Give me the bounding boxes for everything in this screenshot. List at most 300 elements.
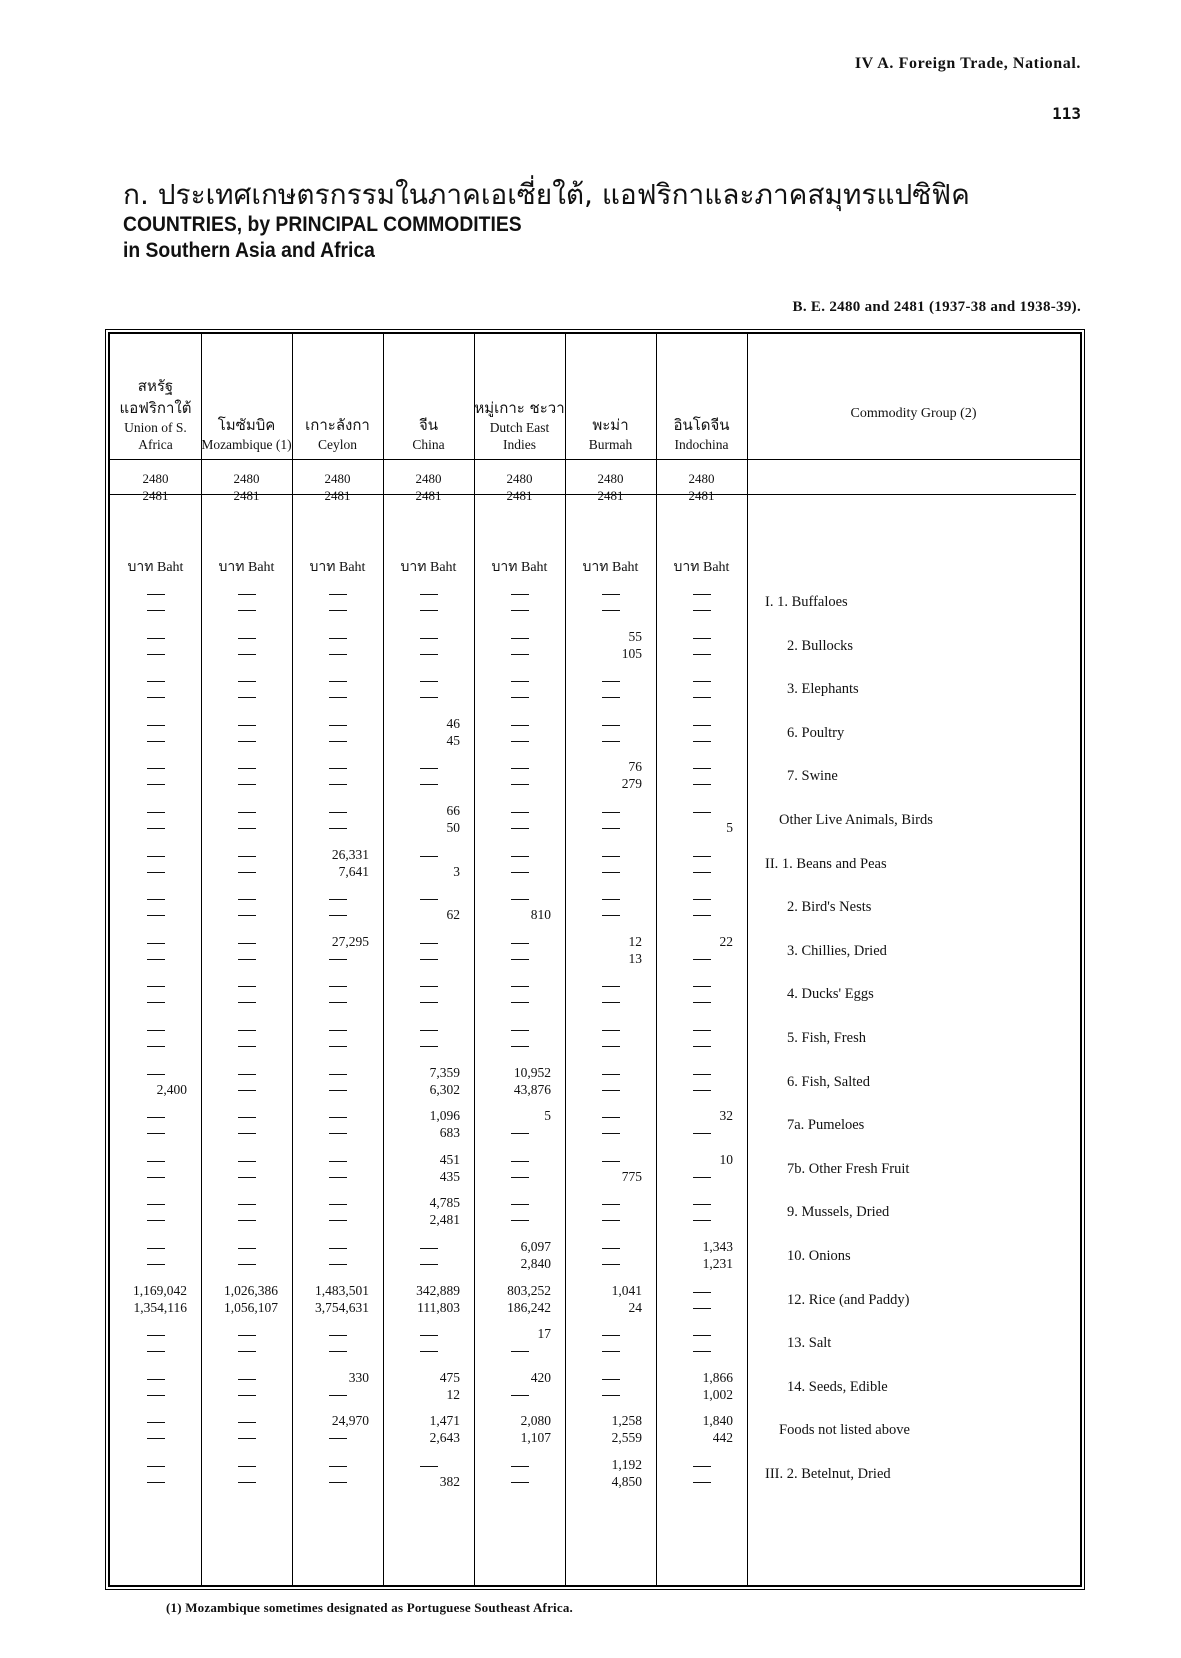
column-header bbox=[383, 334, 474, 459]
dash-mark bbox=[693, 986, 711, 987]
dash-mark bbox=[602, 856, 620, 857]
dash-mark bbox=[147, 1220, 165, 1221]
dash-mark bbox=[602, 610, 620, 611]
column-header-thai: สหรัฐ แอฟริกาใต้ bbox=[119, 377, 192, 417]
cell-value: 62 bbox=[446, 907, 460, 923]
commodity-label: Other Live Animals, Birds bbox=[779, 812, 933, 828]
table-cell bbox=[565, 1192, 656, 1232]
table-cell bbox=[201, 1149, 292, 1189]
dash-mark bbox=[602, 828, 620, 829]
column-header-english: Burmah bbox=[588, 437, 633, 452]
cell-value: 13 bbox=[628, 950, 642, 966]
table-cell bbox=[110, 1280, 201, 1320]
dash-mark bbox=[420, 959, 438, 960]
dash-mark bbox=[511, 741, 529, 742]
dash-mark bbox=[511, 943, 529, 944]
dash-mark bbox=[147, 610, 165, 611]
dash-mark bbox=[329, 681, 347, 682]
cell-value: 420 bbox=[530, 1369, 551, 1385]
cell-value: 451 bbox=[439, 1151, 460, 1167]
table-cell bbox=[110, 1105, 201, 1145]
table-cell bbox=[656, 1192, 747, 1232]
cell-value: 442 bbox=[712, 1430, 733, 1446]
column-years: 2480 2481 bbox=[415, 471, 442, 503]
dash-mark bbox=[511, 1351, 529, 1352]
table-cell bbox=[656, 887, 747, 927]
table-cell bbox=[383, 582, 474, 622]
title-block bbox=[123, 178, 970, 264]
commodity-label: 12. Rice (and Paddy) bbox=[787, 1291, 910, 1308]
dash-mark bbox=[329, 812, 347, 813]
table-cell bbox=[656, 1149, 747, 1189]
dash-mark bbox=[693, 812, 711, 813]
dash-mark bbox=[602, 812, 620, 813]
dash-mark bbox=[238, 915, 256, 916]
title-thai: ก. ประเทศเกษตรกรรมในภาคเอเซี่ยใต้, แอฟริกาและภาคสมุทรแปซิฟิค bbox=[123, 178, 970, 211]
table-cell bbox=[292, 1236, 383, 1276]
dash-mark bbox=[329, 1177, 347, 1178]
column-unit: บาท Baht bbox=[309, 560, 366, 575]
dash-mark bbox=[420, 610, 438, 611]
dash-mark bbox=[147, 768, 165, 769]
dash-mark bbox=[693, 594, 711, 595]
dash-mark bbox=[238, 1395, 256, 1396]
dash-mark bbox=[329, 899, 347, 900]
dash-mark bbox=[602, 1161, 620, 1162]
dash-mark bbox=[147, 1438, 165, 1439]
dash-mark bbox=[329, 741, 347, 742]
dash-mark bbox=[147, 1177, 165, 1178]
table-cell bbox=[110, 626, 201, 666]
dash-mark bbox=[329, 1002, 347, 1003]
cell-value: 43,876 bbox=[513, 1081, 551, 1097]
dash-mark bbox=[602, 1335, 620, 1336]
column-separator bbox=[747, 334, 748, 1585]
cell-value: 775 bbox=[621, 1168, 642, 1184]
dash-mark bbox=[147, 1161, 165, 1162]
column-unit: บาท Baht bbox=[491, 560, 548, 575]
table-cell bbox=[292, 582, 383, 622]
dash-mark bbox=[147, 1422, 165, 1423]
table-cell bbox=[383, 844, 474, 884]
cell-value: 279 bbox=[621, 776, 642, 792]
dash-mark bbox=[238, 1220, 256, 1221]
dash-mark bbox=[147, 1030, 165, 1031]
dash-mark bbox=[420, 1248, 438, 1249]
column-header bbox=[565, 334, 656, 459]
cell-value: 4,785 bbox=[429, 1195, 460, 1211]
table-cell bbox=[474, 931, 565, 971]
dash-mark bbox=[147, 654, 165, 655]
cell-value: 105 bbox=[621, 645, 642, 661]
dash-mark bbox=[238, 1074, 256, 1075]
dash-mark bbox=[420, 654, 438, 655]
table-cell bbox=[201, 1410, 292, 1450]
table-cell bbox=[383, 713, 474, 753]
dash-mark bbox=[693, 1220, 711, 1221]
dash-mark bbox=[147, 1248, 165, 1249]
cell-value: 2,840 bbox=[520, 1256, 551, 1271]
cell-value: 683 bbox=[439, 1125, 460, 1141]
cell-value: 32 bbox=[719, 1108, 733, 1124]
dash-mark bbox=[602, 594, 620, 595]
dash-mark bbox=[602, 1395, 620, 1396]
dash-mark bbox=[147, 1046, 165, 1047]
dash-mark bbox=[238, 986, 256, 987]
dash-mark bbox=[147, 1002, 165, 1003]
table-cell bbox=[565, 931, 656, 971]
table-cell bbox=[474, 887, 565, 927]
dash-mark bbox=[238, 856, 256, 857]
dash-mark bbox=[329, 1264, 347, 1265]
table-cell bbox=[565, 1062, 656, 1102]
dash-mark bbox=[147, 1351, 165, 1352]
dash-mark bbox=[147, 697, 165, 698]
cell-value: 24,970 bbox=[331, 1413, 369, 1429]
table-cell bbox=[110, 713, 201, 753]
cell-value: 5 bbox=[726, 820, 733, 835]
table-cell bbox=[292, 1323, 383, 1363]
dash-mark bbox=[147, 1204, 165, 1205]
dash-mark bbox=[602, 1002, 620, 1003]
dash-mark bbox=[147, 741, 165, 742]
commodity-label: 2. Bird's Nests bbox=[787, 899, 872, 916]
dash-mark bbox=[329, 986, 347, 987]
table-cell bbox=[565, 1454, 656, 1494]
table-cell bbox=[656, 1280, 747, 1320]
table-cell bbox=[292, 756, 383, 796]
dash-mark bbox=[147, 1482, 165, 1483]
dash-mark bbox=[511, 872, 529, 873]
dash-mark bbox=[693, 654, 711, 655]
column-unit: บาท Baht bbox=[127, 560, 184, 575]
dash-mark bbox=[420, 784, 438, 785]
commodity-group-header: Commodity Group (2) bbox=[850, 406, 977, 421]
commodity-label: II. 1. Beans and Peas bbox=[765, 855, 887, 872]
cell-value: 2,080 bbox=[520, 1413, 551, 1429]
cell-value: 12 bbox=[628, 933, 642, 949]
dash-mark bbox=[238, 899, 256, 900]
table-cell bbox=[656, 756, 747, 796]
dash-mark bbox=[147, 899, 165, 900]
table-cell bbox=[292, 1149, 383, 1189]
dash-mark bbox=[420, 856, 438, 857]
cell-value: 382 bbox=[439, 1474, 460, 1489]
table-cell bbox=[110, 1062, 201, 1102]
cell-value: 330 bbox=[348, 1369, 369, 1385]
column-unit: บาท Baht bbox=[673, 560, 730, 575]
table-cell bbox=[383, 1105, 474, 1145]
table-cell bbox=[292, 974, 383, 1014]
dash-mark bbox=[602, 697, 620, 698]
dash-mark bbox=[329, 1090, 347, 1091]
cell-value: 1,483,501 bbox=[315, 1282, 369, 1298]
dash-mark bbox=[420, 943, 438, 944]
table-cell bbox=[656, 713, 747, 753]
footnote: (1) Mozambique sometimes designated as Portuguese Southeast Africa. bbox=[166, 1600, 573, 1615]
table-cell bbox=[474, 1236, 565, 1276]
dash-mark bbox=[420, 899, 438, 900]
cell-value: 342,889 bbox=[416, 1282, 460, 1298]
dash-mark bbox=[147, 1335, 165, 1336]
dash-mark bbox=[147, 986, 165, 987]
dash-mark bbox=[329, 1161, 347, 1162]
table-cell bbox=[292, 1280, 383, 1320]
cell-value: 12 bbox=[446, 1386, 460, 1402]
table-cell bbox=[474, 1018, 565, 1058]
dash-mark bbox=[329, 1204, 347, 1205]
dash-mark bbox=[602, 1264, 620, 1265]
dash-mark bbox=[420, 986, 438, 987]
dash-mark bbox=[238, 1117, 256, 1118]
table-cell bbox=[201, 974, 292, 1014]
table-cell bbox=[474, 582, 565, 622]
dash-mark bbox=[602, 725, 620, 726]
column-header-thai: จีน bbox=[418, 416, 439, 434]
dash-mark bbox=[329, 828, 347, 829]
column-header-english: Ceylon bbox=[318, 437, 357, 452]
column-header bbox=[656, 334, 747, 459]
table-cell bbox=[201, 669, 292, 709]
table-cell bbox=[110, 974, 201, 1014]
dash-mark bbox=[602, 1248, 620, 1249]
dash-mark bbox=[602, 681, 620, 682]
dash-mark bbox=[329, 1438, 347, 1439]
dash-mark bbox=[329, 1117, 347, 1118]
cell-value: 46 bbox=[446, 715, 460, 731]
table-cell bbox=[565, 756, 656, 796]
dash-mark bbox=[147, 915, 165, 916]
dash-mark bbox=[238, 681, 256, 682]
table-cell bbox=[656, 626, 747, 666]
dash-mark bbox=[238, 872, 256, 873]
dash-mark bbox=[238, 768, 256, 769]
table-cell bbox=[565, 626, 656, 666]
column-header-thai: พะม่า bbox=[592, 416, 629, 434]
dash-mark bbox=[238, 594, 256, 595]
commodity-label: 7b. Other Fresh Fruit bbox=[787, 1160, 910, 1177]
title-english: COUNTRIES, by PRINCIPAL COMMODITIES bbox=[123, 213, 522, 236]
trade-table bbox=[108, 332, 1082, 1587]
column-years: 2480 2481 bbox=[506, 471, 533, 503]
dash-mark bbox=[602, 986, 620, 987]
cell-value: 6,302 bbox=[429, 1081, 460, 1097]
dash-mark bbox=[602, 1046, 620, 1047]
dash-mark bbox=[693, 1046, 711, 1047]
dash-mark bbox=[147, 812, 165, 813]
dash-mark bbox=[147, 681, 165, 682]
dash-mark bbox=[329, 1395, 347, 1396]
table-cell bbox=[110, 1454, 201, 1494]
dash-mark bbox=[238, 1090, 256, 1091]
table-cell bbox=[656, 669, 747, 709]
commodity-label: 10. Onions bbox=[787, 1248, 851, 1264]
dash-mark bbox=[238, 828, 256, 829]
dash-mark bbox=[147, 872, 165, 873]
dash-mark bbox=[329, 1030, 347, 1031]
column-unit: บาท Baht bbox=[582, 560, 639, 575]
column-header-thai: เกาะลังกา bbox=[305, 416, 370, 434]
dash-mark bbox=[329, 784, 347, 785]
dash-mark bbox=[420, 594, 438, 595]
cell-value: 1,002 bbox=[702, 1386, 733, 1402]
dash-mark bbox=[238, 1438, 256, 1439]
dash-mark bbox=[329, 1046, 347, 1047]
table-cell bbox=[656, 1062, 747, 1102]
dash-mark bbox=[420, 1335, 438, 1336]
cell-value: 45 bbox=[446, 732, 460, 748]
dash-mark bbox=[602, 1074, 620, 1075]
column-years: 2480 2481 bbox=[233, 471, 260, 503]
dash-mark bbox=[238, 725, 256, 726]
dash-mark bbox=[511, 1204, 529, 1205]
header-rule bbox=[110, 459, 1080, 460]
dash-mark bbox=[693, 915, 711, 916]
dash-mark bbox=[238, 1177, 256, 1178]
cell-value: 1,026,386 bbox=[224, 1282, 278, 1298]
dash-mark bbox=[511, 1466, 529, 1467]
commodity-label: 3. Chillies, Dried bbox=[787, 942, 887, 959]
page-number: 113 bbox=[1052, 104, 1081, 123]
dash-mark bbox=[238, 1379, 256, 1380]
column-header-thai: หมู่เกาะ ชะวา bbox=[474, 399, 565, 417]
cell-value: 24 bbox=[628, 1299, 642, 1315]
dash-mark bbox=[511, 1220, 529, 1221]
table-cell bbox=[656, 844, 747, 884]
cell-value: 1,258 bbox=[611, 1413, 642, 1429]
dash-mark bbox=[147, 638, 165, 639]
commodity-label: 4. Ducks' Eggs bbox=[787, 986, 874, 1003]
cell-value: 475 bbox=[439, 1369, 460, 1385]
table-cell bbox=[201, 1280, 292, 1320]
table-cell bbox=[110, 1410, 201, 1450]
dash-mark bbox=[147, 594, 165, 595]
dash-mark bbox=[511, 986, 529, 987]
table-cell bbox=[383, 1454, 474, 1494]
column-header bbox=[110, 334, 201, 459]
dash-mark bbox=[602, 1204, 620, 1205]
dash-mark bbox=[511, 1133, 529, 1134]
cell-value: 1,231 bbox=[702, 1256, 733, 1271]
table-cell bbox=[565, 800, 656, 840]
table-cell bbox=[110, 1236, 201, 1276]
dash-mark bbox=[238, 959, 256, 960]
dash-mark bbox=[238, 1351, 256, 1352]
table-cell bbox=[292, 887, 383, 927]
cell-value: 803,252 bbox=[507, 1282, 551, 1298]
dash-mark bbox=[238, 1482, 256, 1483]
table-cell bbox=[292, 669, 383, 709]
dash-mark bbox=[147, 1074, 165, 1075]
dash-mark bbox=[511, 725, 529, 726]
cell-value: 2,400 bbox=[156, 1081, 187, 1097]
table-cell bbox=[474, 1062, 565, 1102]
cell-value: 435 bbox=[439, 1168, 460, 1184]
table-cell bbox=[110, 931, 201, 971]
table-cell bbox=[201, 1192, 292, 1232]
dash-mark bbox=[238, 784, 256, 785]
dash-mark bbox=[693, 1351, 711, 1352]
cell-value: 1,471 bbox=[429, 1413, 460, 1429]
dash-mark bbox=[693, 1074, 711, 1075]
dash-mark bbox=[693, 1335, 711, 1336]
table-cell bbox=[110, 1149, 201, 1189]
table-cell bbox=[474, 1105, 565, 1145]
column-header bbox=[474, 334, 565, 459]
cell-value: 2,559 bbox=[611, 1430, 642, 1446]
dash-mark bbox=[420, 1264, 438, 1265]
dash-mark bbox=[511, 1161, 529, 1162]
table-cell bbox=[565, 582, 656, 622]
table-cell bbox=[565, 1367, 656, 1407]
table-cell bbox=[474, 1367, 565, 1407]
dash-mark bbox=[693, 697, 711, 698]
dash-mark bbox=[511, 681, 529, 682]
table-cell bbox=[110, 887, 201, 927]
table-cell bbox=[656, 582, 747, 622]
dash-mark bbox=[511, 768, 529, 769]
dash-mark bbox=[420, 768, 438, 769]
cell-value: 1,107 bbox=[520, 1430, 551, 1446]
table-cell bbox=[201, 844, 292, 884]
dash-mark bbox=[511, 1395, 529, 1396]
cell-value: 50 bbox=[446, 820, 460, 835]
dash-mark bbox=[238, 741, 256, 742]
table-cell bbox=[565, 887, 656, 927]
table-cell bbox=[201, 1236, 292, 1276]
cell-value: 7,641 bbox=[338, 863, 369, 879]
table-cell bbox=[565, 1280, 656, 1320]
table-cell bbox=[110, 1367, 201, 1407]
column-years: 2480 2481 bbox=[597, 471, 624, 503]
dash-mark bbox=[329, 638, 347, 639]
dash-mark bbox=[693, 741, 711, 742]
dash-mark bbox=[602, 899, 620, 900]
commodity-label: 6. Poultry bbox=[787, 724, 845, 741]
dash-mark bbox=[238, 638, 256, 639]
table-cell bbox=[201, 931, 292, 971]
dash-mark bbox=[511, 594, 529, 595]
dash-mark bbox=[511, 856, 529, 857]
cell-value: 17 bbox=[537, 1326, 551, 1342]
table-cell bbox=[565, 1323, 656, 1363]
commodity-label: 5. Fish, Fresh bbox=[787, 1030, 866, 1046]
dash-mark bbox=[147, 1466, 165, 1467]
table-cell bbox=[474, 1192, 565, 1232]
table-cell bbox=[474, 1323, 565, 1363]
dash-mark bbox=[329, 654, 347, 655]
dash-mark bbox=[511, 1030, 529, 1031]
cell-value: 10 bbox=[719, 1151, 733, 1167]
dash-mark bbox=[693, 872, 711, 873]
dash-mark bbox=[420, 1002, 438, 1003]
table-cell bbox=[201, 887, 292, 927]
cell-value: 22 bbox=[719, 933, 733, 949]
cell-value: 3 bbox=[453, 863, 460, 879]
dash-mark bbox=[238, 697, 256, 698]
table-cell bbox=[565, 844, 656, 884]
table-cell bbox=[656, 1410, 747, 1450]
dash-mark bbox=[238, 1161, 256, 1162]
dash-mark bbox=[329, 610, 347, 611]
cell-value: 5 bbox=[544, 1108, 551, 1124]
column-years: 2480 2481 bbox=[324, 471, 351, 503]
cell-value: 186,242 bbox=[507, 1299, 551, 1315]
table-cell bbox=[565, 1018, 656, 1058]
cell-value: 4,850 bbox=[611, 1474, 642, 1489]
dash-mark bbox=[602, 1379, 620, 1380]
dash-mark bbox=[238, 610, 256, 611]
